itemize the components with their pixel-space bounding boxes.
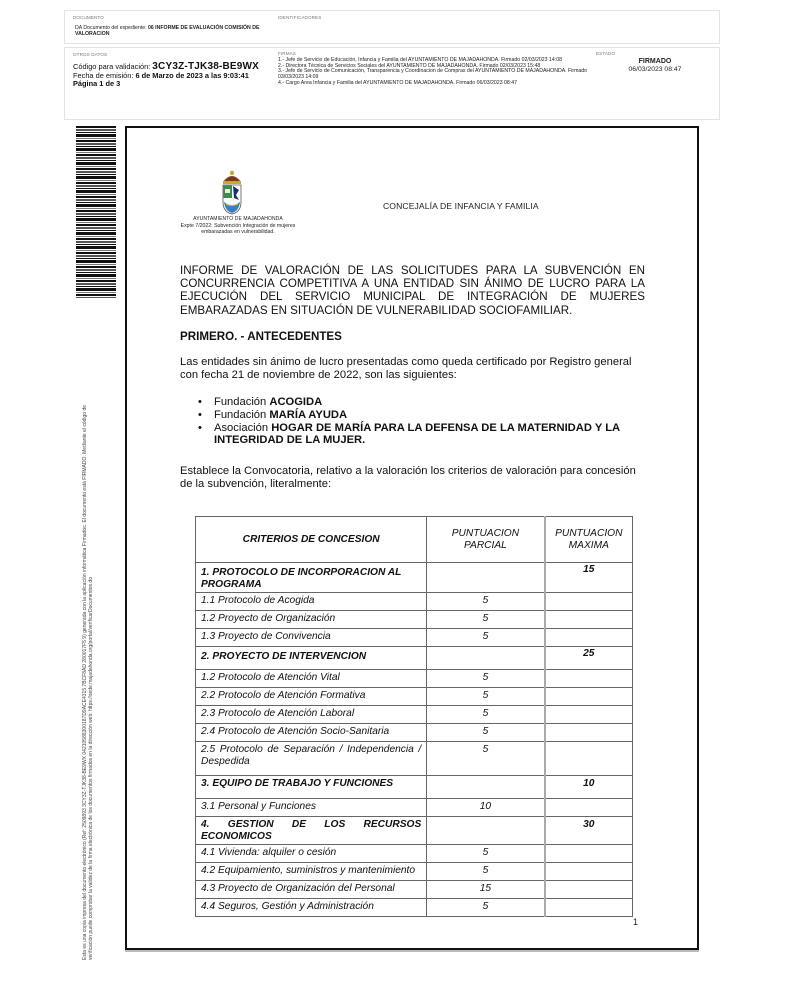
department-name: CONCEJALÍA DE INFANCIA Y FAMILIA bbox=[383, 201, 539, 211]
criteria-table bbox=[195, 516, 633, 917]
list-item: • Asociación HOGAR DE MARÍA PARA LA DEFENSA DE LA MATERNIDAD Y LA INTEGRIDAD DE LA MUJER. bbox=[198, 422, 648, 448]
table-row: 1.1 Protocolo de Acogida 5 bbox=[196, 593, 633, 611]
documento-label: DOCUMENTO bbox=[73, 15, 104, 20]
barcode-icon bbox=[76, 126, 116, 298]
table-row: 4.1 Vivienda: alquiler o cesión 5 bbox=[196, 845, 633, 863]
signature-info-box bbox=[64, 47, 720, 120]
header-puntuacion-maxima: PUNTUACION MAXIMA bbox=[545, 517, 633, 563]
status-date: 06/03/2023 08:47 bbox=[628, 65, 682, 73]
otros-datos bbox=[73, 63, 259, 89]
table-row: 4. GESTION DE LOS RECURSOS ECONOMICOS 30 bbox=[196, 817, 633, 845]
signatures-list bbox=[278, 58, 598, 87]
list-item: • Fundación ACOGIDA bbox=[198, 396, 648, 409]
documento-text: DA Documento del expediente: 06 INFORME DE EVALUACIÓN COMISIÓN DE VALORACION bbox=[75, 25, 260, 38]
page-number: 1 bbox=[633, 917, 639, 927]
document-page bbox=[125, 126, 699, 950]
page-count: Página 1 de 3 bbox=[73, 79, 121, 89]
header-criterios: CRITERIOS DE CONCESION bbox=[196, 517, 427, 563]
document-info-box bbox=[64, 10, 720, 44]
validation-code: 3CY3Z-TJK38-BE9WX bbox=[152, 61, 260, 72]
table-row: 4.3 Proyecto de Organización del Personal 15 bbox=[196, 881, 633, 899]
list-item: • Fundación MARÍA AYUDA bbox=[198, 409, 648, 422]
paragraph-entities-intro: Las entidades sin ánimo de lucro presentadas como queda certificado por Registro general con fecha 21 de noviembre de 2022, son las siguientes: bbox=[180, 356, 632, 382]
table-row: 2. PROYECTO DE INTERVENCION 25 bbox=[196, 647, 633, 670]
table-row: 2.5 Protocolo de Separación / Independencia / Despedida 5 bbox=[196, 742, 633, 776]
logo-caption bbox=[177, 216, 299, 236]
signature-1: 1.- Jefe de Servicio de Educación, Infancia y Familia del AYUNTAMIENTO DE MAJADAHONDA. Firmado 02/03/2023 14:08 bbox=[278, 57, 562, 63]
table-row: 2.2 Protocolo de Atención Formativa 5 bbox=[196, 688, 633, 706]
status bbox=[610, 58, 700, 73]
identificadores-label: IDENTIFICADORES bbox=[278, 15, 322, 20]
header-puntuacion-parcial: PUNTUACION PARCIAL bbox=[427, 517, 545, 563]
signature-3: 3.- Jefe de Servicio de Comunicación, Transparencia y Coordinacion de Compras del AYUNTAMIENTO DE MAJADAHONDA. Firmado 03/03/2023 14:09 bbox=[278, 68, 588, 81]
firmas-label: FIRMAS bbox=[278, 51, 296, 56]
signature-4: 4.- Cargo Area Infancia y Familia del AYUNTAMIENTO DE MAJADAHONDA. Firmado 06/03/2023 08:47 bbox=[278, 79, 518, 86]
signature-2: 2.- Directora Técnica de Servicios Sociales del AYUNTAMIENTO DE MAJADAHONDA. Firmado 02/03/2023 15:48 bbox=[278, 62, 541, 69]
otros-datos-label: OTROS DATOS bbox=[73, 52, 108, 57]
estado-label: ESTADO bbox=[596, 51, 616, 56]
table-header-row bbox=[196, 517, 633, 563]
documento-title: 06 INFORME DE EVALUACIÓN COMISIÓN DE VALORACION bbox=[75, 25, 260, 38]
status-badge: FIRMADO bbox=[638, 58, 672, 65]
report-title: INFORME DE VALORACIÓN DE LAS SOLICITUDES PARA LA SUBVENCIÓN EN CONCURRENCIA COMPETITIVA A UNA ENTIDAD SIN ÁNIMO DE LUCRO PARA LA EJECUCIÓN DEL SERVICIO MUNICIPAL DE INTEGRACIÓN DE MUJERES EMBARAZADAS EN SITUACIÓN DE VULNERABILIDAD SOCIOFAMILIAR. bbox=[180, 264, 645, 317]
paragraph-criteria-intro: Establece la Convocatoria, relativo a la valoración los criterios de valoración para concesión de la subvención, literalmente: bbox=[180, 465, 636, 491]
organization-name: AYUNTAMIENTO DE MAJADAHONDA bbox=[193, 216, 283, 222]
table-row: 4.2 Equipamiento, suministros y mantenimiento 5 bbox=[196, 863, 633, 881]
table-row: 2.3 Protocolo de Atención Laboral 5 bbox=[196, 706, 633, 724]
table-row: 2.4 Protocolo de Atención Socio-Sanitaria 5 bbox=[196, 724, 633, 742]
validation-code-line: Código para validación: 3CY3Z-TJK38-BE9WX bbox=[73, 61, 260, 72]
emission-date-line: Fecha de emisión: 6 de Marzo de 2023 a las 9:03:41 bbox=[73, 70, 249, 80]
table-row: 3.1 Personal y Funciones 10 bbox=[196, 799, 633, 817]
verification-vertical-text: Esta es una copia impresa del documento electrónico (Ref: 2509893 3CY3Z-TJK38-BE9WX 04210588300187D9ACE4315 7BCF8AD 280017F5 9) generada con la aplicación informática Firmadoc. El documento está FIRMADO. Mediante el código de verificación puede comprobar la validez de la firma electrónica de los documentos firmados en la dirección web: https://sede.majadahonda.org/portal/verificarDocumentos.do bbox=[82, 404, 94, 960]
table-row: 1.2 Protocolo de Atención Vital 5 bbox=[196, 670, 633, 688]
coat-of-arms-icon bbox=[217, 168, 247, 216]
entities-list bbox=[198, 396, 648, 447]
table-row: 4.4 Seguros, Gestión y Administración 5 bbox=[196, 899, 633, 917]
table-row: 1.3 Proyecto de Convivencia 5 bbox=[196, 629, 633, 647]
table-row: 1. PROTOCOLO DE INCORPORACION AL PROGRAMA 15 bbox=[196, 563, 633, 593]
section-title: PRIMERO. - ANTECEDENTES bbox=[180, 330, 342, 343]
table-row: 3. EQUIPO DE TRABAJO Y FUNCIONES 10 bbox=[196, 776, 633, 799]
table-row: 1.2 Proyecto de Organización 5 bbox=[196, 611, 633, 629]
expediente-text: Expte 7/2022: Subvención Integración de mujeres embarazadas en vulnerabilidad. bbox=[180, 222, 296, 236]
emission-date: 6 de Marzo de 2023 a las 9:03:41 bbox=[135, 70, 249, 80]
